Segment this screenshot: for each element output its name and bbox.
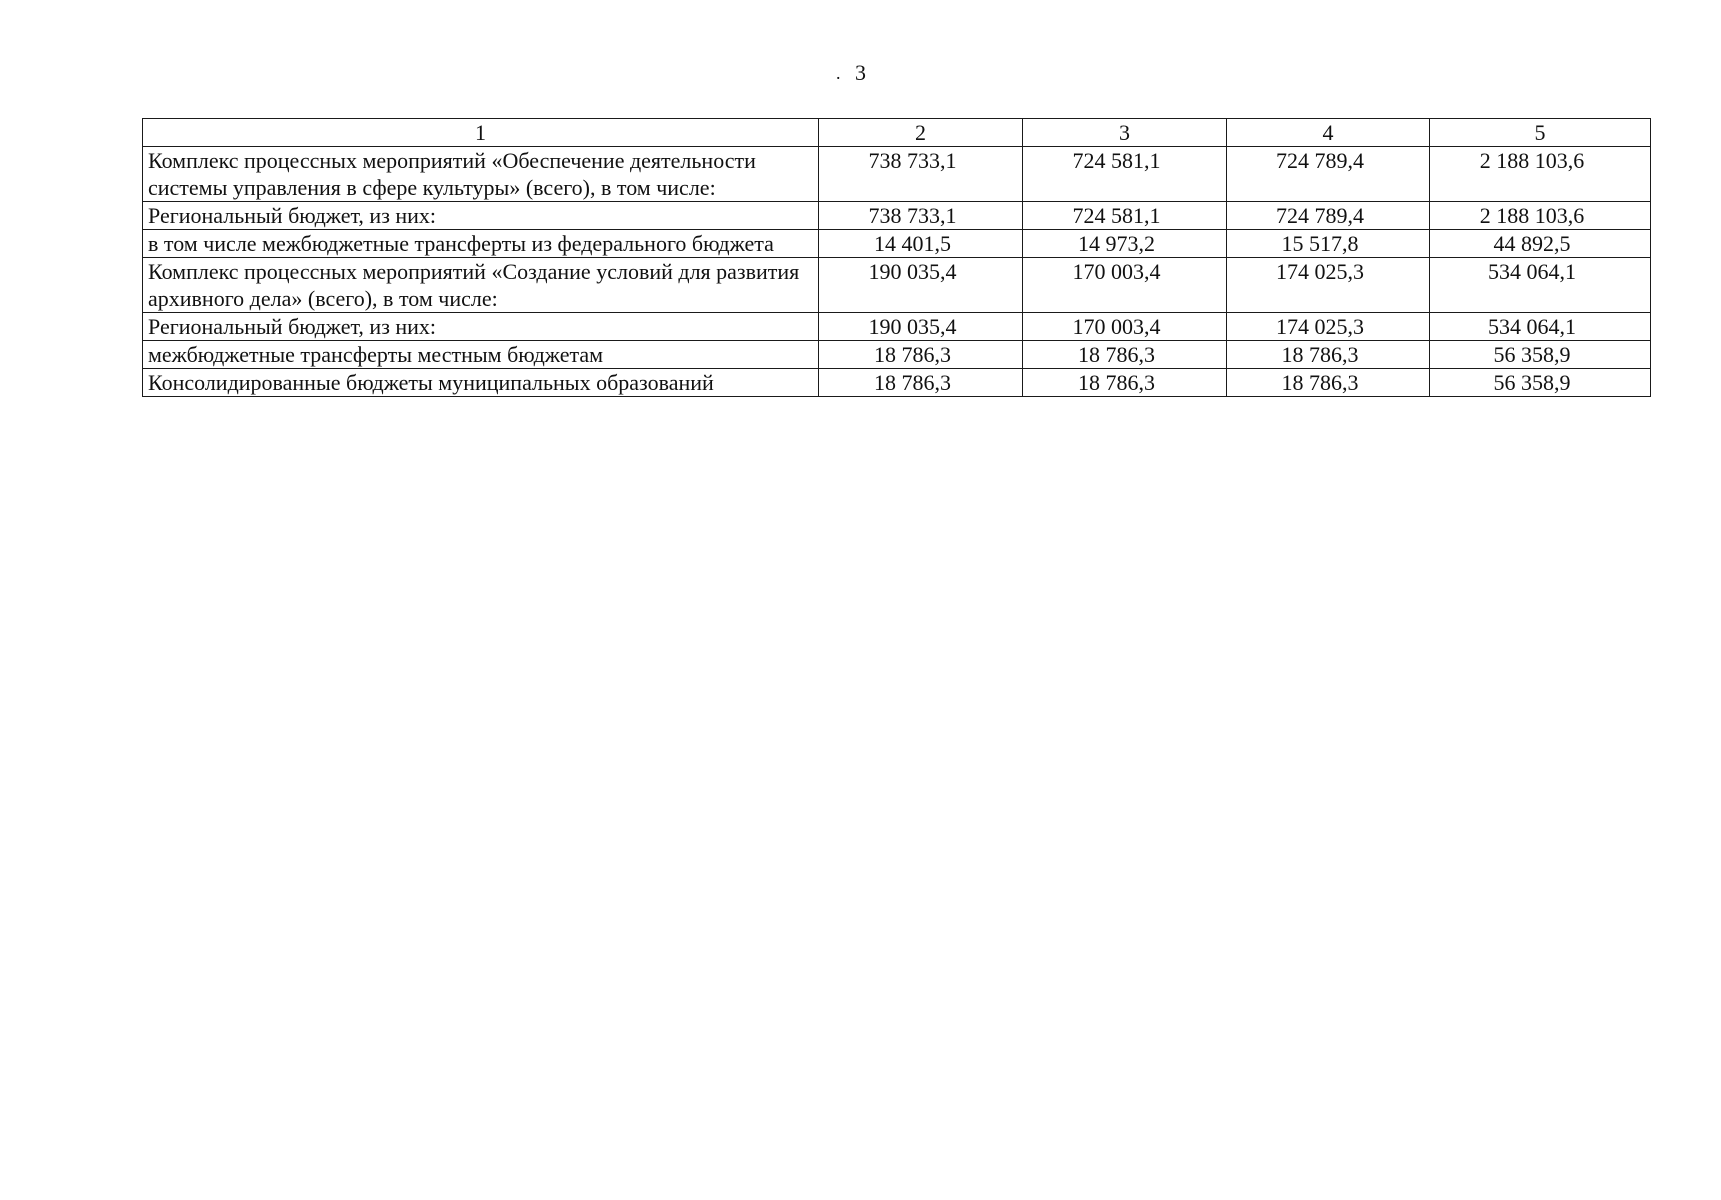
page-number-text: 3: [855, 60, 866, 85]
cell-value: 18 786,3: [819, 369, 1023, 397]
row-label: Региональный бюджет, из них:: [143, 313, 819, 341]
cell-value: 2 188 103,6: [1430, 147, 1651, 202]
column-header: 5: [1430, 119, 1651, 147]
table-row: [143, 313, 1651, 341]
row-label: Комплекс процессных мероприятий «Создание условий для развития архивного дела» (всего), в том числе:: [143, 258, 819, 313]
budget-table: [142, 118, 1651, 397]
cell-value: 738 733,1: [819, 147, 1023, 202]
cell-value: 738 733,1: [819, 202, 1023, 230]
row-label: межбюджетные трансферты местным бюджетам: [143, 341, 819, 369]
page-number: [0, 60, 1721, 86]
row-label: в том числе межбюджетные трансферты из федерального бюджета: [143, 230, 819, 258]
cell-value: 174 025,3: [1227, 313, 1430, 341]
cell-value: 174 025,3: [1227, 258, 1430, 313]
table-header-row: [143, 119, 1651, 147]
cell-value: 2 188 103,6: [1430, 202, 1651, 230]
table-row: [143, 341, 1651, 369]
cell-value: 44 892,5: [1430, 230, 1651, 258]
cell-value: 534 064,1: [1430, 313, 1651, 341]
table-row: [143, 147, 1651, 202]
cell-value: 56 358,9: [1430, 341, 1651, 369]
row-label: Региональный бюджет, из них:: [143, 202, 819, 230]
cell-value: 190 035,4: [819, 258, 1023, 313]
cell-value: 56 358,9: [1430, 369, 1651, 397]
column-header: 4: [1227, 119, 1430, 147]
cell-value: 18 786,3: [1227, 341, 1430, 369]
table-row: [143, 230, 1651, 258]
page-mark: .: [836, 63, 841, 83]
cell-value: 190 035,4: [819, 313, 1023, 341]
cell-value: 170 003,4: [1023, 313, 1227, 341]
table-row: [143, 202, 1651, 230]
cell-value: 18 786,3: [1023, 341, 1227, 369]
cell-value: 534 064,1: [1430, 258, 1651, 313]
cell-value: 724 789,4: [1227, 202, 1430, 230]
table-row: [143, 369, 1651, 397]
cell-value: 724 581,1: [1023, 147, 1227, 202]
table-row: [143, 258, 1651, 313]
cell-value: 18 786,3: [819, 341, 1023, 369]
cell-value: 18 786,3: [1023, 369, 1227, 397]
column-header: 2: [819, 119, 1023, 147]
cell-value: 724 581,1: [1023, 202, 1227, 230]
cell-value: 724 789,4: [1227, 147, 1430, 202]
cell-value: 14 401,5: [819, 230, 1023, 258]
cell-value: 15 517,8: [1227, 230, 1430, 258]
row-label: Комплекс процессных мероприятий «Обеспечение деятельности системы управления в сфере культуры» (всего), в том числе:: [143, 147, 819, 202]
column-header: 3: [1023, 119, 1227, 147]
cell-value: 18 786,3: [1227, 369, 1430, 397]
column-header: 1: [143, 119, 819, 147]
cell-value: 14 973,2: [1023, 230, 1227, 258]
cell-value: 170 003,4: [1023, 258, 1227, 313]
row-label: Консолидированные бюджеты муниципальных образований: [143, 369, 819, 397]
